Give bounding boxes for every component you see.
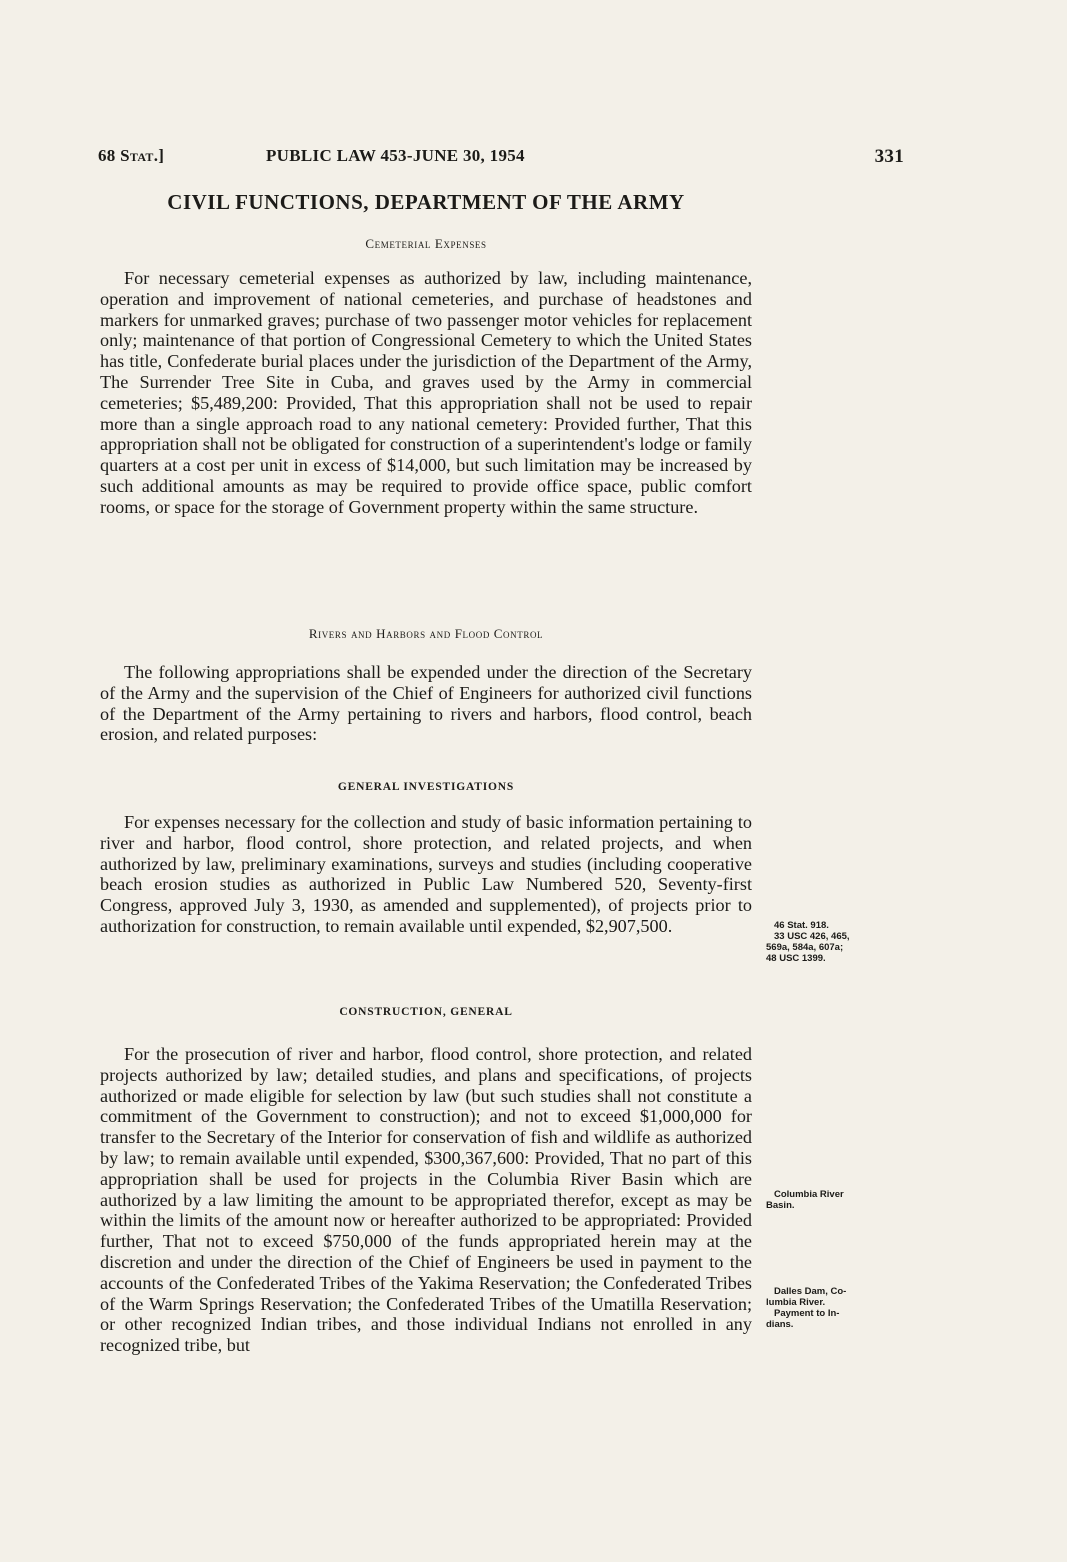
general-investigations-paragraph: For expenses necessary for the collection and study of basic information pertaining to river and harbor, flood control, shore protection, and related projects, and when authorized by law, preliminary examinations, surveys and studies (including cooperative beach erosion studies as authorized in Public Law Numbered 520, Seventy-first Congress, approved July 3, 1930, as amended and supplemented), of projects prior to authorization for construction, to remain available until expended, $2,907,500. bbox=[100, 812, 752, 936]
construction-general-paragraph: For the prosecution of river and harbor, flood control, shore protection, and related projects authorized by law; detailed studies, and plans and specifications, of projects authorized or made eligible for selection by law (but such studies shall not constitute a commitment of the Government to construction); and not to exceed $1,000,000 for transfer to the Secretary of the Interior for conservation of fish and wildlife as authorized by law; to remain available until expended, $300,367,600: Provided, That no part of this appropriation shall be used for projects in the Columbia River Basin which are authorized by a law limiting the amount to be appropriated therefor, except as may be within the limits of the amount now or hereafter authorized to be appropriated: Provided further, That not to exceed $750,000 of the funds appropriated herein may at the discretion and under the direction of the Chief of Engineers be used in payment to the accounts of the Confederated Tribes of the Yakima Reservation; the Confederated Tribes of the Warm Springs Reservation; the Confederated Tribes of the Umatilla Reservation; or other recognized Indian tribes, and those individual Indians not enrolled in any recognized tribe, but bbox=[100, 1044, 752, 1356]
running-header bbox=[98, 146, 904, 176]
section-title: CIVIL FUNCTIONS, DEPARTMENT OF THE ARMY bbox=[167, 190, 685, 214]
cemeterial-expenses-paragraph: For necessary cemeterial expenses as authorized by law, including maintenance, operation and improvement of national cemeteries, and purchase of headstones and markers for unmarked graves; purchase of two passenger motor vehicles for replacement only; maintenance of that portion of Congressional Cemetery to which the United States has title, Confederate burial places under the jurisdiction of the Department of the Army, The Surrender Tree Site in Cuba, and graves used by the Army in commercial cemeteries; $5,489,200: Provided, That this appropriation shall not be used to repair more than a single approach road to any national cemetery: Provided further, That this appropriation shall not be obligated for construction of a superintendent's lodge or family quarters at a cost per unit in excess of $14,000, but such limitation may be increased by such additional amounts as may be required to provide office space, public comfort rooms, or space for the storage of Government property within the same structure. bbox=[100, 268, 752, 517]
rivers-harbors-heading: Rivers and Harbors and Flood Control bbox=[308, 626, 544, 641]
margin-note-dalles-dam: Dalles Dam, Co- lumbia River. Payment to In- dians. bbox=[766, 1286, 847, 1330]
cemeterial-expenses-heading: Cemeterial Expenses bbox=[365, 236, 487, 251]
rivers-harbors-paragraph: The following appropriations shall be expended under the direction of the Secretary of the Army and the supervision of the Chief of Engineers for authorized civil functions of the Department of the Army pertaining to rivers and harbors, flood control, beach erosion, and related purposes: bbox=[100, 662, 752, 745]
margin-note-columbia-river: Columbia River Basin. bbox=[766, 1189, 844, 1211]
volume-reference: 68 Stat.] bbox=[98, 146, 165, 165]
construction-general-heading: CONSTRUCTION, GENERAL bbox=[339, 1006, 513, 1018]
margin-note-citation: 46 Stat. 918. 33 USC 426, 465, 569a, 584a, 607a; 48 USC 1399. bbox=[766, 920, 850, 964]
general-investigations-heading: GENERAL INVESTIGATIONS bbox=[337, 781, 515, 793]
law-title-date: PUBLIC LAW 453-JUNE 30, 1954 bbox=[266, 146, 525, 165]
page-number: 331 bbox=[874, 146, 904, 167]
